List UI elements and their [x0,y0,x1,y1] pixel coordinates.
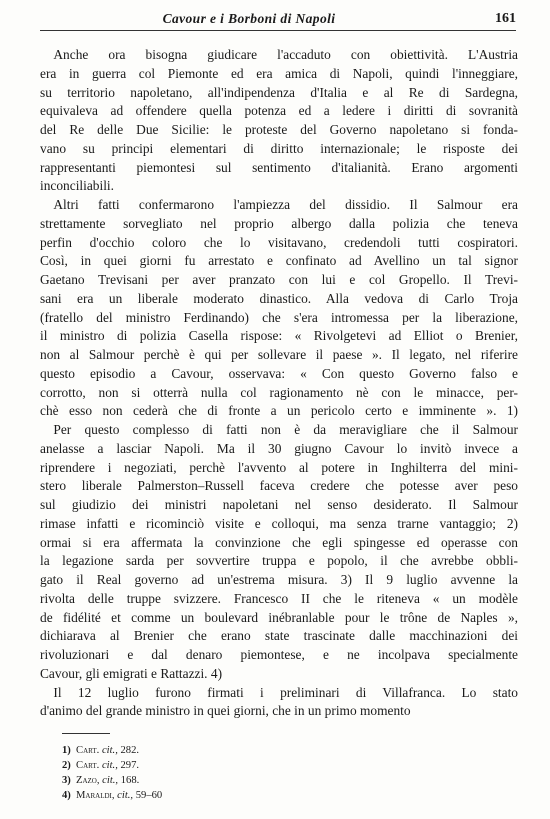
footnote-cit: cit., [102,775,119,786]
text-line: (fratello del ministro Ferdinando) che s'era intromessa per la liberazione, [40,309,518,325]
footnote-cit: cit., [101,760,118,771]
text-line: rappresentanti piemontesi sul sentimento d'italianità. Erano argomenti [40,159,518,175]
footnote-number: 1) [62,745,71,756]
text-line: dichiarava al Brenier che erano state trascinate dalle macchinazioni dei [40,628,518,644]
footnote [62,743,262,758]
footnote-number: 3) [62,775,71,786]
footnote-cit: cit., [117,790,134,801]
footnote-author: Zazo, [76,775,100,786]
text-line: sani era un liberale moderato dinastico. Alla vedova di Carlo Troja [40,290,518,306]
text-line: d'animo del grande ministro in quei giorni, che in un primo momento [40,703,411,719]
footnotes [62,733,262,803]
footnote-author: Cart. [76,745,100,756]
footnote-pages: 168. [120,775,140,786]
text-line: Altri fatti confermarono l'ampiezza del dissidio. Il Salmour era [40,197,518,212]
footnote-rule [62,733,110,734]
body-text [40,46,518,721]
text-line: chè esso non cederà che di fronte a un pericolo certo e imminente ». 1) [40,403,518,419]
text-line: questo episodio a Cavour, osservava: « Con questo Governo falso e [40,365,518,381]
text-line: Per questo complesso di fatti non è da meravigliare che il Salmour [40,422,518,437]
text-line: corrotto, non si otterrà nulla col ragionamento nè con le minacce, per- [40,384,518,400]
text-line: anelasse a lasciar Napoli. Ma il 30 giugno Cavour lo invitò invece a [40,440,518,456]
text-line: Il 12 luglio furono firmati i preliminari di Villafranca. Lo stato [40,684,518,700]
running-head: Cavour e i Borboni di Napoli [162,11,336,26]
text-line: Anche ora bisogna giudicare l'accaduto con obiettività. L'Austria [40,47,518,62]
text-line: equivaleva ad offendere quella potenza ed a ledere i diritti di sovranità [40,103,518,119]
footnote-number: 2) [62,760,71,771]
footnote [62,788,262,803]
text-line: inconciliabili. [40,178,115,194]
text-line: Così, in quei giorni fu arrestato e confinato ad Avellino un tal signor [40,253,518,269]
footnote-author: Cart. [76,760,100,771]
footnote-pages: 297. [120,760,140,771]
text-line: ormai si era affermata la convinzione che egli spingesse ed operasse con [40,534,518,550]
text-line: rivoluzionari e dal denaro piemontese, e ne incolpava specialmente [40,647,518,662]
footnote-number: 4) [62,790,71,801]
text-line: de fidélité et comme un boulevard inébranlable pour le trône de Naples », [40,609,518,625]
text-line: rivolta delle truppe svizzere. Francesco II che le riteneva « un modèle [40,590,518,606]
footnote [62,758,262,773]
footnote-cit: cit., [101,745,118,756]
text-line: strettamente sorvegliato nel proprio albergo dalla polizia che teneva [40,215,518,231]
text-line: perfin d'occhio coloro che lo visitavano, credendoli tutti cospiratori. [40,234,518,250]
text-line: stero liberale Palmerston–Russell faceva credere che potesse aver peso [40,478,518,494]
text-line: riprendere i negoziati, perchè l'avvento al potere in Inghilterra del mini- [40,459,518,475]
footnote-author: Maraldi, [76,790,115,801]
footnote-pages: 59–60 [135,790,163,801]
text-line: il ministro di polizia Casella rispose: « Rivolgetevi ad Elliot o Brenier, [40,328,518,344]
text-line: la legazione sarda per sovvertire truppa e popolo, il che avrebbe obbli- [40,553,518,569]
text-line: sul giudizio dei ministri napoletani nel senso desiderato. Il Salmour [40,497,518,512]
footnote-pages: 282. [120,745,140,756]
text-line: Gaetano Trevisani per aver pranzato con lui e col Gropello. Il Trevi- [40,272,518,287]
page-number: 161 [495,11,516,26]
text-line: Cavour, gli emigrati e Rattazzi. 4) [40,665,223,681]
footnote [62,773,262,788]
text-line: rimase infatti e ricominciò visite e colloqui, ma senza trarne vantaggio; 2) [40,515,518,531]
text-line: su territorio napoletano, all'indipendenza d'Italia e al Re di Sardegna, [40,84,518,100]
text-line: era in guerra col Piemonte ed era amica di Napoli, quindi l'inneggiare, [40,65,518,81]
text-line: non al Salmour perchè è qui per sollevare il paese ». Il legato, nel riferire [40,347,518,362]
text-line: vano su principi elementari di diritto internazionale; le risposte dei [40,140,518,156]
page-header [40,6,516,31]
text-line: gato il Real governo ad un'estrema misura. 3) Il 9 luglio avvenne la [40,572,518,587]
text-line: del Re delle Due Sicilie: le proteste del Governo napoletano si fonda- [40,122,518,137]
